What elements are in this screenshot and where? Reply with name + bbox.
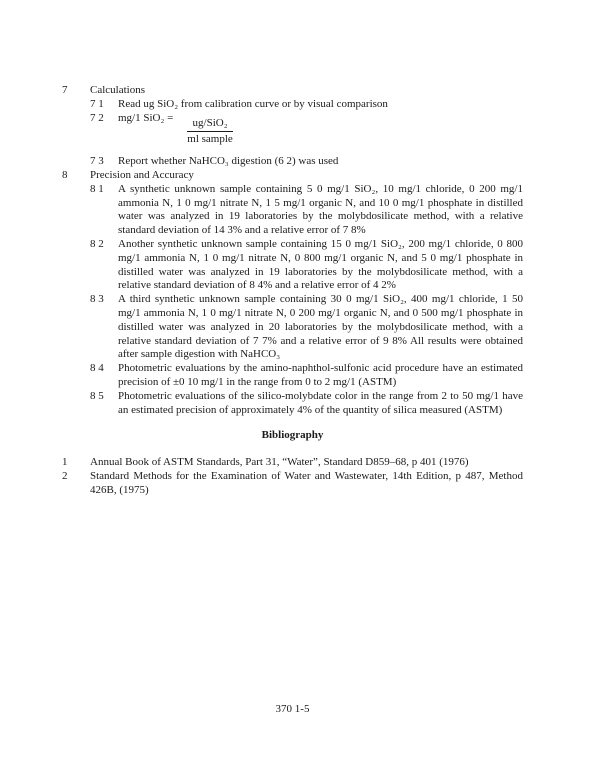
item-text: Read ug SiO₂ from calibration curve or by visual comparison [118,97,388,110]
section-title: Calculations [90,84,145,96]
formula-fraction [187,117,233,148]
page-number: 370 1-5 [275,703,310,715]
formula [118,111,523,146]
entry-text: Standard Methods for the Examination of Water and Wastewater, 14th Edition, p 487, Method 426B, (1975) [90,469,523,496]
item-8-1 [90,183,523,238]
section-8-heading [62,169,523,183]
item-text: Another synthetic unknown sample containing 15 0 mg/1 SiO₂, 200 mg/1 chloride, 0 800 mg/1 ammonia N, 1 0 mg/1 nitrate N, 0 800 mg/1 organic N, and 5 0 mg/1 phosphate in distilled water was analyzed in 19 laboratories by the molybdosilicate method, with a relative standard deviation of 8 4% and a relative error of 4 2% [118,237,523,292]
item-7-3 [90,155,523,169]
item-8-5 [90,390,523,418]
entry-number: 2 [62,469,68,482]
item-number: 7 3 [90,155,104,168]
item-text: Photometric evaluations of the silico-molybdate color in the range from 2 to 50 mg/1 have an estimated precision of approximately 4% of the quantity of silica measured (ASTM) [118,389,523,416]
section-7-heading [62,84,523,98]
item-number: 8 3 [90,293,104,306]
item-8-3 [90,293,523,362]
item-text: Photometric evaluations by the amino-naphthol-sulfonic acid procedure have an estimated precision of ±0 10 mg/1 in the range from 0 to 2 mg/1 (ASTM) [118,362,523,388]
item-8-2 [90,238,523,293]
bibliography-entry-1 [62,456,523,470]
item-7-1 [90,98,523,112]
section-title: Precision and Accuracy [90,168,194,181]
item-number: 8 2 [90,237,104,250]
entry-text: Annual Book of ASTM Standards, Part 31, “Water”, Standard D859–68, p 401 (1976) [90,456,469,469]
fraction-denominator: ml sample [187,133,233,146]
fraction-numerator: ug/SiO₂ [187,117,233,133]
page-content [62,84,523,498]
formula-lead: mg/1 SiO₂ = [118,111,174,124]
item-7-2 [90,111,523,146]
item-text: A third synthetic unknown sample containing 30 0 mg/1 SiO₂, 400 mg/1 chloride, 1 50 mg/1 ammonia N, 1 0 mg/1 nitrate N, 0 200 mg/1 organic N, and 0 500 mg/1 phosphate in distilled water was analyzed in 20 laboratories by the molybdosilicate method, with a relative standard deviation of 7 7% and a relative error of 9 8% All results were obtained after sample digestion with NaHCO₃ [118,293,523,361]
item-number: 8 4 [90,362,104,375]
item-number: 7 2 [90,111,104,124]
item-text: Report whether NaHCO₃ digestion (6 2) was used [118,155,339,168]
bibliography-entry-2 [62,470,523,498]
item-text: A synthetic unknown sample containing 5 0 mg/1 SiO₂, 10 mg/1 chloride, 0 200 mg/1 ammonia N, 1 0 mg/1 nitrate N, 1 5 mg/1 organic N, and 10 0 mg/1 phosphate in distilled water was analyzed in 19 laboratories by the molybdosilicate method, with a relative standard deviation of 14 3% and a relative error of 7 8% [118,182,523,237]
entry-number: 1 [62,456,68,469]
item-8-4 [90,362,523,390]
item-number: 8 1 [90,182,104,195]
item-number: 7 1 [90,97,104,110]
bibliography-title: Bibliography [261,429,324,442]
item-number: 8 5 [90,389,104,402]
section-number: 7 [62,84,68,96]
section-number: 8 [62,168,68,181]
